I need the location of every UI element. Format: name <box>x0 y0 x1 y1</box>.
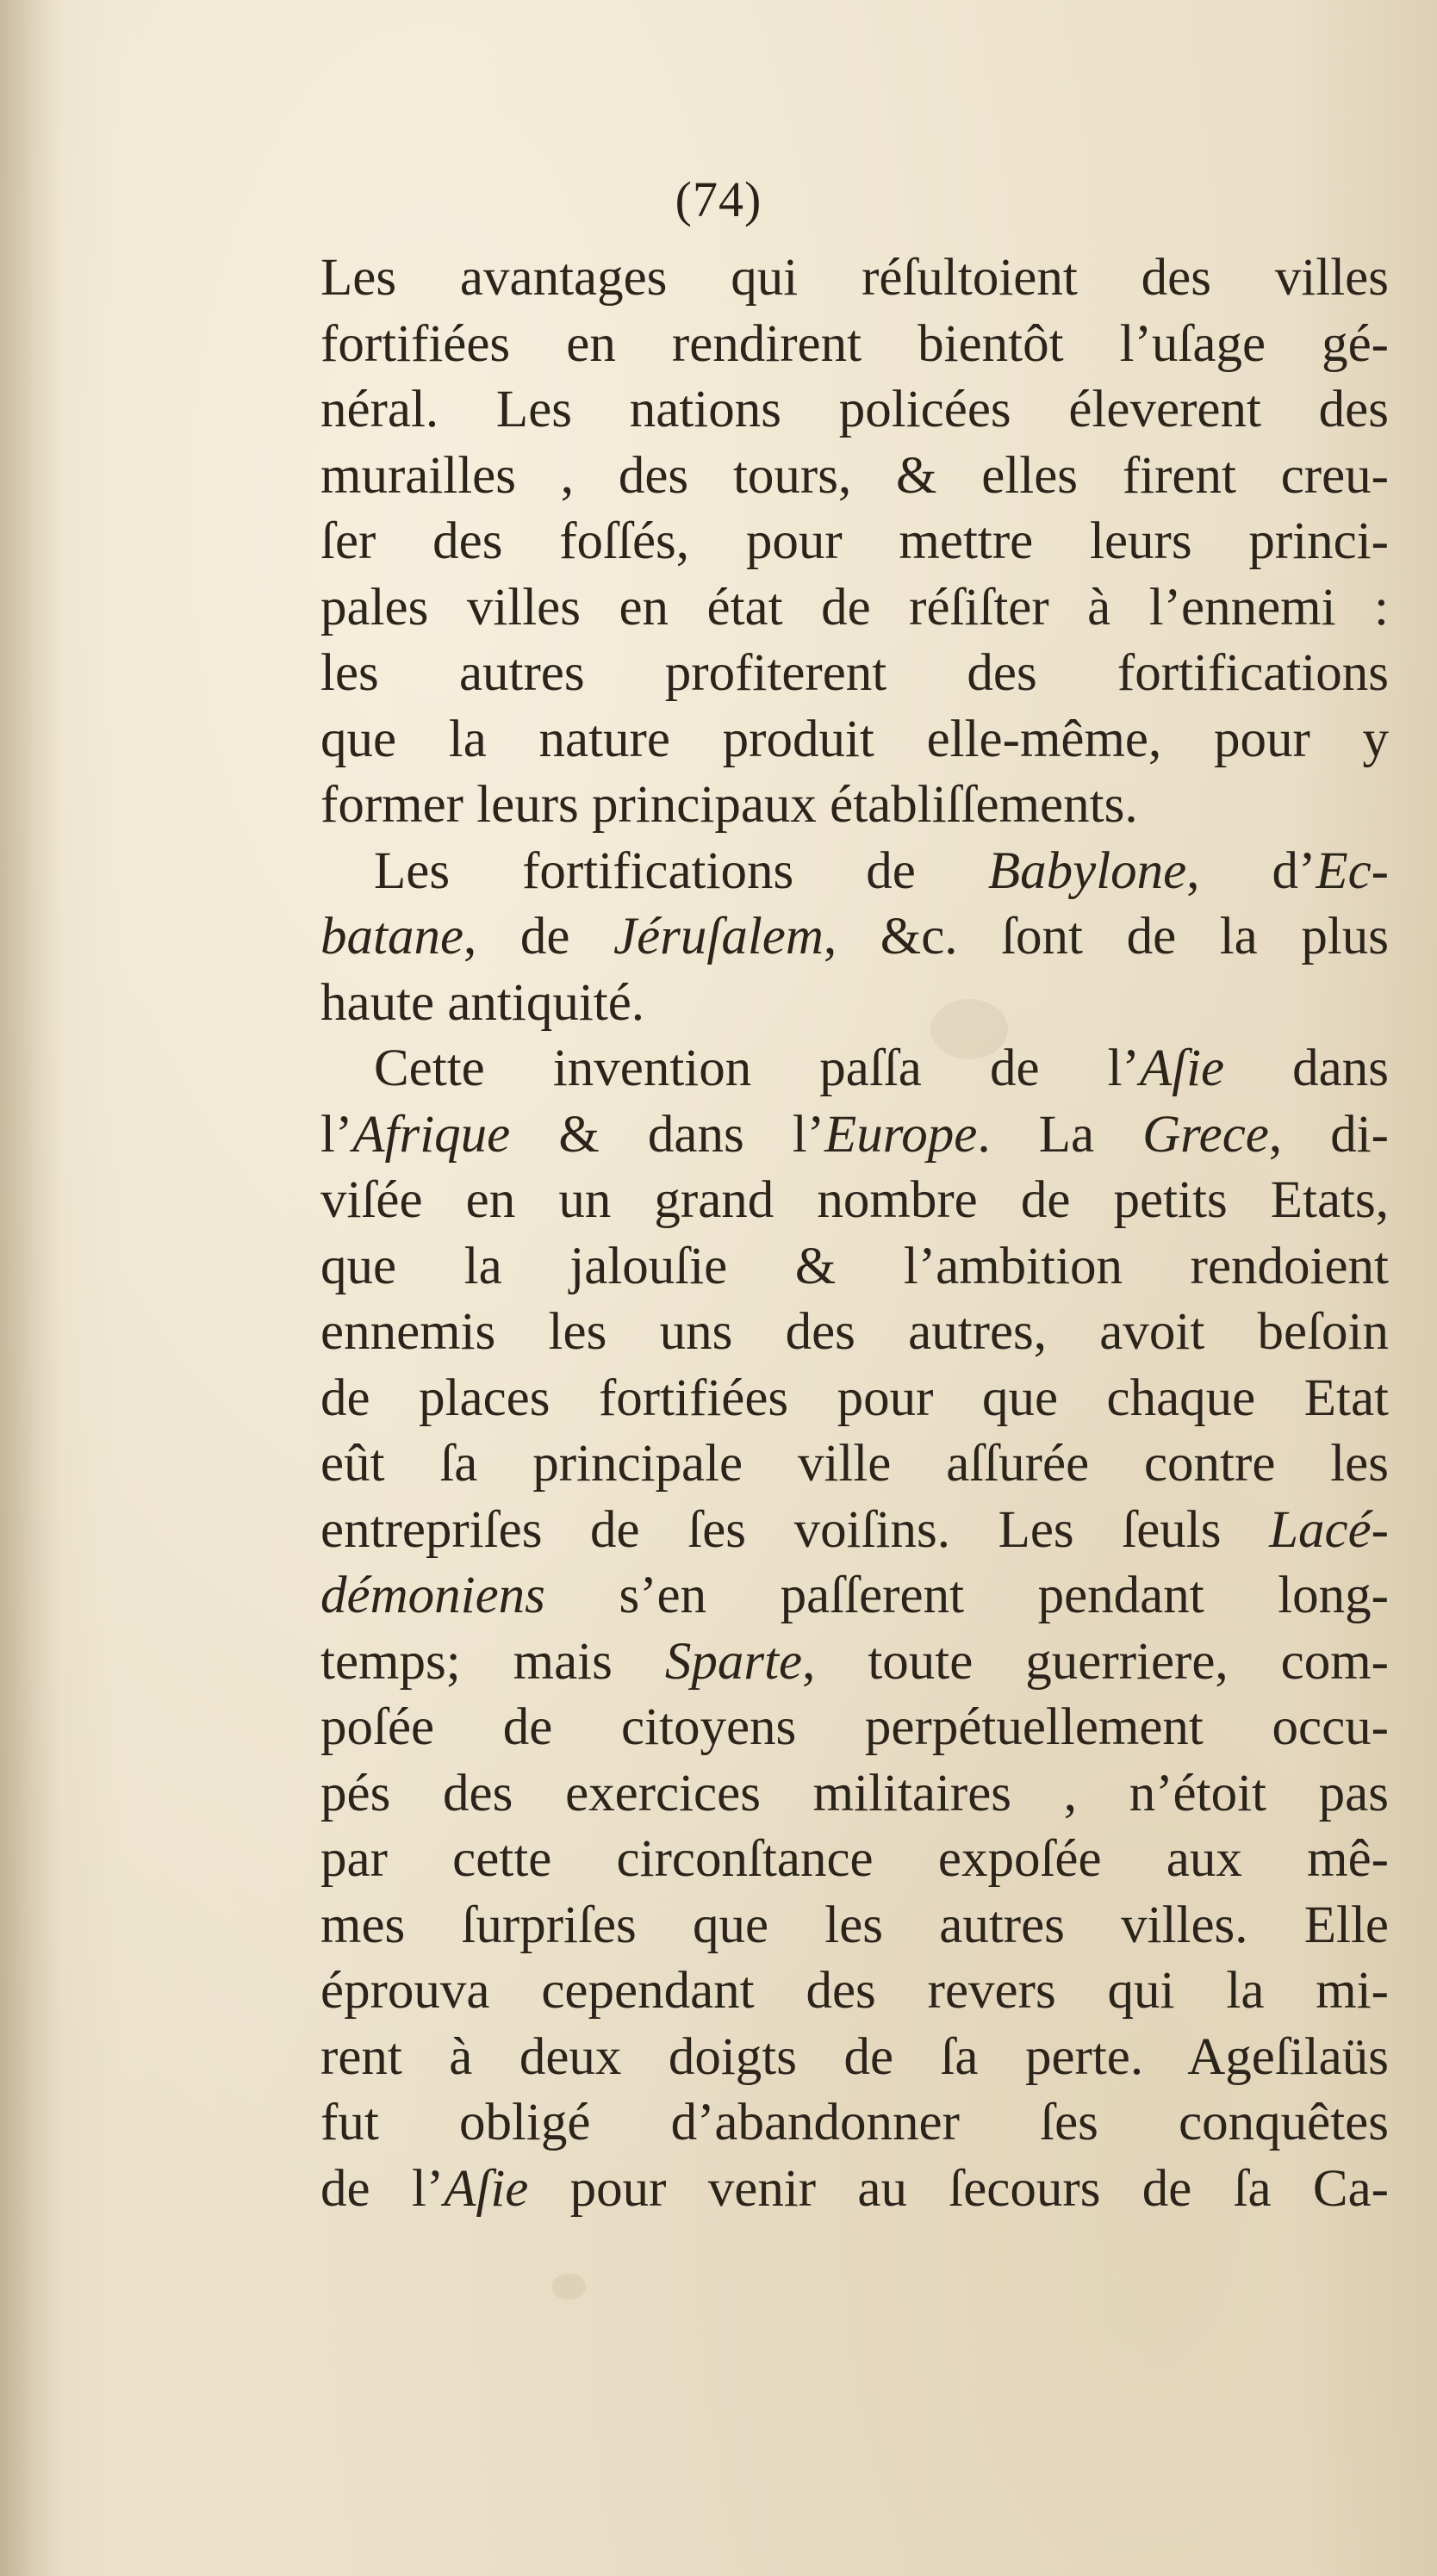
text-run: ennemis les uns des autres, avoit beſoin <box>320 1303 1389 1361</box>
text-run: de l’ <box>320 2159 445 2218</box>
text-run: de places fortifiées pour que chaque Etat <box>320 1369 1389 1427</box>
text-run: éprouva cependant des revers qui la mi- <box>320 1962 1389 2020</box>
text-line <box>320 1761 1389 1828</box>
text-run: ſer des foſſés, pour mettre leurs princi- <box>320 512 1389 570</box>
text-line <box>320 312 1389 378</box>
text-run: temps; mais <box>320 1632 665 1691</box>
text-line <box>320 509 1389 575</box>
text-run: fortifiées en rendirent bientôt l’uſage gé- <box>320 314 1389 373</box>
text-run: Cette invention paſſa de l’ <box>374 1040 1140 1097</box>
text-run: pales villes en état de réſiſter à l’ennemi : <box>320 578 1389 636</box>
text-run: par cette circonſtance expoſée aux mê- <box>320 1830 1389 1888</box>
text-run: néral. Les nations policées éleverent des <box>320 381 1389 438</box>
text-line <box>320 377 1389 444</box>
text-line <box>320 1234 1389 1300</box>
text-line <box>320 641 1389 707</box>
italic-text: Aſie <box>444 2159 529 2218</box>
italic-text: batane <box>320 908 464 965</box>
text-run: que la jalouſie & l’ambition rendoient <box>320 1237 1389 1295</box>
italic-text: Ec- <box>1316 841 1389 900</box>
text-line <box>320 1629 1389 1696</box>
italic-text: Lacé- <box>1269 1500 1389 1559</box>
text-run: entrepriſes de ſes voiſins. Les ſeuls <box>320 1500 1270 1559</box>
text-line <box>320 1366 1389 1432</box>
text-run: pour venir au ſecours de ſa Ca- <box>528 2159 1389 2218</box>
text-run: pés des exercices militaires , n’étoit pas <box>320 1764 1389 1822</box>
text-line <box>320 773 1389 839</box>
text-line <box>320 971 1389 1037</box>
text-run: , di- <box>1268 1105 1389 1164</box>
text-run: poſée de citoyens perpétuellement occu- <box>320 1698 1389 1756</box>
text-line <box>320 1036 1389 1102</box>
text-line <box>320 1958 1389 2025</box>
text-line <box>320 444 1389 510</box>
text-line <box>320 2090 1389 2157</box>
italic-text: Grece <box>1142 1105 1269 1164</box>
italic-text: Jéruſalem <box>613 908 824 965</box>
italic-text: Sparte <box>664 1632 803 1691</box>
text-run: , d’ <box>1186 841 1316 900</box>
italic-text: démoniens <box>320 1567 545 1624</box>
text-line <box>320 839 1389 905</box>
text-line <box>320 575 1389 642</box>
text-run: former leurs principaux établiſſements. <box>320 776 1138 834</box>
text-run: . La <box>977 1105 1143 1164</box>
text-line <box>320 1827 1389 1893</box>
text-run: l’ <box>320 1105 353 1164</box>
italic-text: Afrique <box>352 1105 511 1164</box>
text-line <box>320 1300 1389 1366</box>
page-number: (74) <box>675 171 762 227</box>
text-run: dans <box>1224 1040 1389 1097</box>
paper-stain <box>551 2274 586 2300</box>
text-run: Les fortifications de <box>374 841 988 900</box>
text-run: fut obligé d’abandonner ſes conquêtes <box>320 2094 1389 2151</box>
binding-shadow <box>0 0 60 2576</box>
text-line <box>320 1695 1389 1761</box>
text-line <box>320 1893 1389 1959</box>
italic-text: Aſie <box>1139 1040 1225 1097</box>
text-run: murailles , des tours, & elles firent creu- <box>320 446 1389 505</box>
text-run: viſée en un grand nombre de petits Etats, <box>320 1171 1389 1229</box>
text-line <box>320 1102 1389 1169</box>
italic-text: Babylone <box>987 841 1187 900</box>
text-run: haute antiquité. <box>320 973 645 1032</box>
italic-text: Europe <box>824 1105 978 1164</box>
text-line <box>320 2157 1389 2223</box>
text-line <box>320 1498 1389 1564</box>
text-line <box>320 1431 1389 1498</box>
text-run: rent à deux doigts de ſa perte. Ageſilaüs <box>320 2027 1389 2086</box>
text-line <box>320 904 1389 971</box>
text-run: Les avantages qui réſultoient des villes <box>320 249 1389 307</box>
text-run: les autres profiterent des fortifications <box>320 644 1389 702</box>
text-run: , &c. ſont de la plus <box>823 908 1390 965</box>
text-run: , de <box>463 908 614 965</box>
text-run: s’en paſſerent pendant long- <box>544 1567 1389 1624</box>
text-run: eût ſa principale ville aſſurée contre les <box>320 1435 1389 1493</box>
text-run: que la nature produit elle-même, pour y <box>320 710 1389 768</box>
text-run: mes ſurpriſes que les autres villes. Elle <box>320 1896 1389 1954</box>
text-line <box>320 245 1389 312</box>
text-line <box>320 2025 1389 2091</box>
text-line <box>320 1168 1389 1234</box>
text-run: , toute guerriere, com- <box>802 1632 1389 1691</box>
text-line <box>320 707 1389 773</box>
text-line <box>320 1563 1389 1629</box>
body-text <box>320 245 1389 2222</box>
text-run: & dans l’ <box>510 1105 825 1164</box>
